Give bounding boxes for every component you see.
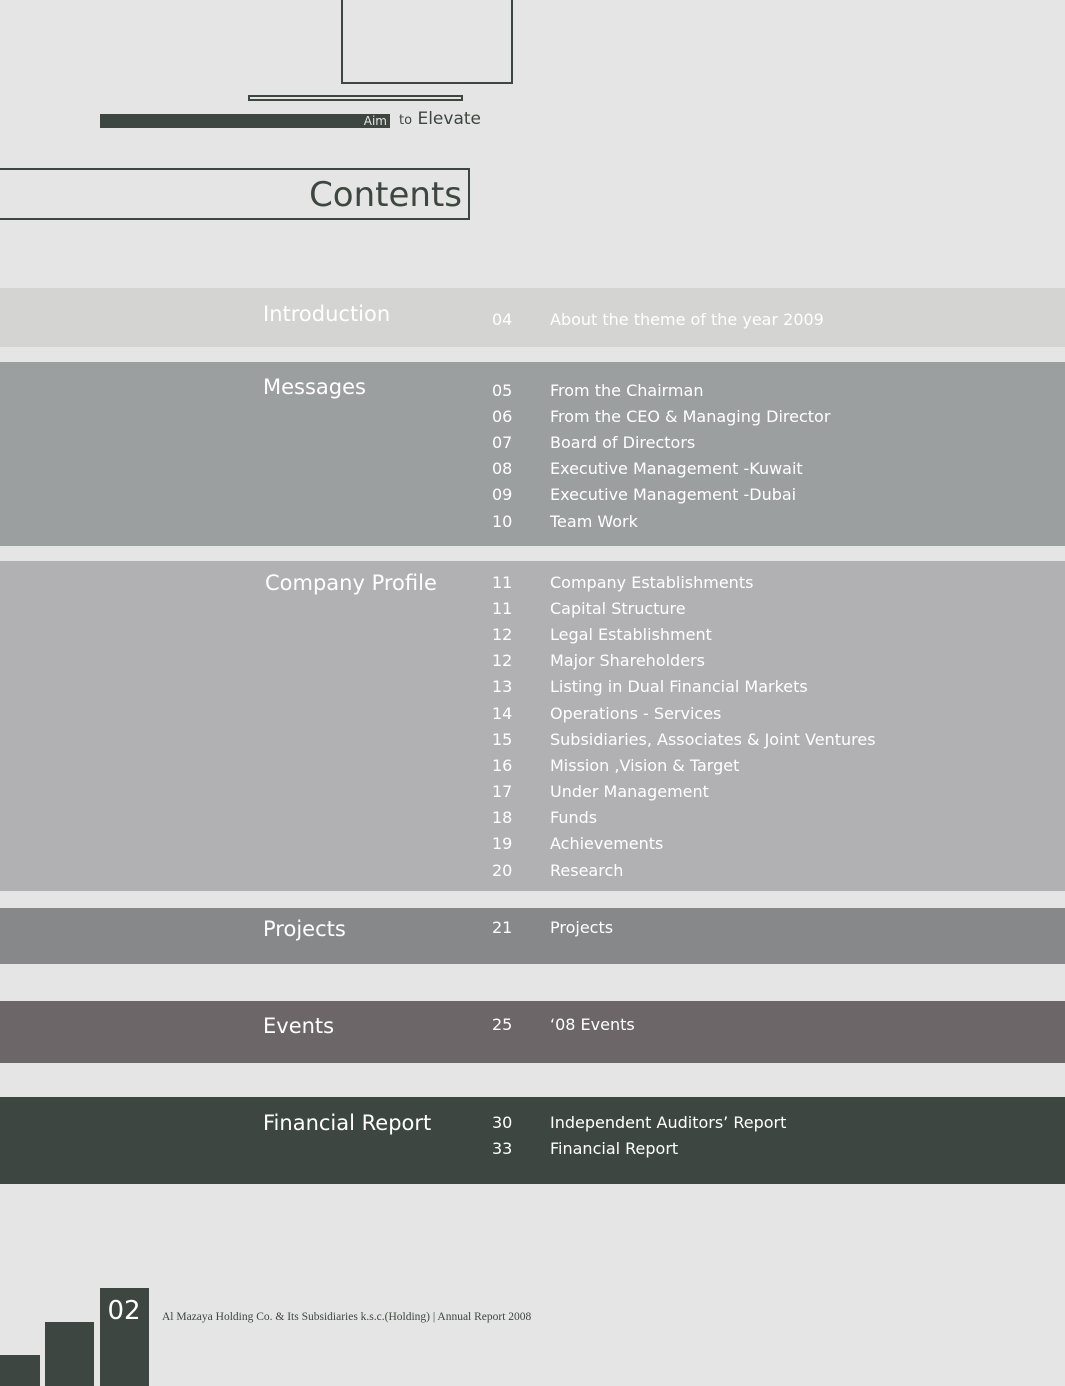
tagline-elevate: Elevate bbox=[417, 109, 481, 129]
toc-label: Achievements bbox=[550, 834, 664, 854]
header-frame bbox=[341, 0, 513, 84]
section-title: Financial Report bbox=[263, 1111, 432, 1135]
toc-item[interactable] bbox=[492, 569, 876, 595]
toc-page: 19 bbox=[492, 834, 513, 854]
toc-page: 09 bbox=[492, 485, 513, 505]
toc-item[interactable] bbox=[492, 621, 876, 647]
toc-list bbox=[492, 1109, 786, 1161]
section-introduction bbox=[0, 288, 1065, 347]
toc-label: Executive Management -Kuwait bbox=[550, 459, 803, 479]
toc-label: Major Shareholders bbox=[550, 651, 705, 671]
toc-item[interactable] bbox=[492, 857, 876, 883]
toc-page: 14 bbox=[492, 703, 513, 723]
aim-label: Aim bbox=[363, 114, 387, 128]
toc-page: 25 bbox=[492, 1014, 513, 1034]
toc-item[interactable] bbox=[492, 914, 613, 940]
header-bar bbox=[100, 114, 390, 128]
toc-label: ‘08 Events bbox=[550, 1014, 635, 1034]
section-title: Projects bbox=[263, 917, 346, 941]
page-title: Contents bbox=[309, 175, 462, 215]
toc-label: Financial Report bbox=[550, 1138, 679, 1158]
toc-page: 18 bbox=[492, 808, 513, 828]
footer-text: Al Mazaya Holding Co. & Its Subsidiaries k.s.c.(Holding) | Annual Report 2008 bbox=[162, 1311, 532, 1323]
toc-item[interactable] bbox=[492, 700, 876, 726]
toc-page: 08 bbox=[492, 459, 513, 479]
toc-list bbox=[492, 914, 613, 940]
footer-bar-1 bbox=[0, 1355, 40, 1386]
toc-label: Mission ,Vision & Target bbox=[550, 755, 740, 775]
section-messages bbox=[0, 362, 1065, 546]
toc-label: About the theme of the year 2009 bbox=[550, 309, 824, 329]
toc-list bbox=[492, 306, 824, 332]
toc-label: Company Establishments bbox=[550, 572, 754, 592]
toc-label: Under Management bbox=[550, 782, 709, 802]
section-title: Messages bbox=[263, 375, 366, 399]
toc-page: 33 bbox=[492, 1138, 513, 1158]
toc-item[interactable] bbox=[492, 1011, 635, 1037]
toc-label: Executive Management -Dubai bbox=[550, 485, 797, 505]
toc-label: Board of Directors bbox=[550, 432, 696, 452]
page-number: 02 bbox=[107, 1296, 141, 1326]
toc-label: Legal Establishment bbox=[550, 624, 712, 644]
toc-page: 16 bbox=[492, 755, 513, 775]
toc-label: Research bbox=[550, 860, 624, 880]
toc-item[interactable] bbox=[492, 1135, 786, 1161]
toc-list bbox=[492, 569, 876, 883]
header-rule bbox=[248, 95, 463, 101]
toc-page: 11 bbox=[492, 572, 513, 592]
section-financial-report bbox=[0, 1097, 1065, 1184]
toc-page: 30 bbox=[492, 1112, 513, 1132]
toc-page: 11 bbox=[492, 598, 513, 618]
toc-item[interactable] bbox=[492, 482, 830, 508]
toc-page: 10 bbox=[492, 511, 513, 531]
toc-item[interactable] bbox=[492, 429, 830, 455]
toc-item[interactable] bbox=[492, 403, 830, 429]
toc-list bbox=[492, 377, 830, 534]
toc-page: 15 bbox=[492, 729, 513, 749]
toc-page: 07 bbox=[492, 432, 513, 452]
toc-page: 21 bbox=[492, 917, 513, 937]
toc-item[interactable] bbox=[492, 674, 876, 700]
toc-label: From the Chairman bbox=[550, 380, 704, 400]
toc-item[interactable] bbox=[492, 726, 876, 752]
tagline-to: to bbox=[399, 113, 413, 128]
section-title: Company Profile bbox=[265, 571, 437, 595]
toc-item[interactable] bbox=[492, 1109, 786, 1135]
toc-item[interactable] bbox=[492, 779, 876, 805]
section-title: Events bbox=[263, 1014, 335, 1038]
section-events bbox=[0, 1001, 1065, 1063]
toc-item[interactable] bbox=[492, 456, 830, 482]
toc-label: Capital Structure bbox=[550, 598, 686, 618]
tagline bbox=[399, 109, 481, 129]
contents-title-box bbox=[0, 168, 470, 220]
toc-item[interactable] bbox=[492, 805, 876, 831]
toc-item[interactable] bbox=[492, 377, 830, 403]
toc-item[interactable] bbox=[492, 648, 876, 674]
toc-label: Listing in Dual Financial Markets bbox=[550, 677, 808, 697]
section-projects bbox=[0, 908, 1065, 964]
toc-page: 20 bbox=[492, 860, 513, 880]
toc-item[interactable] bbox=[492, 508, 830, 534]
section-title: Introduction bbox=[263, 302, 391, 326]
footer-bar-2 bbox=[45, 1322, 94, 1386]
toc-item[interactable] bbox=[492, 595, 876, 621]
toc-page: 13 bbox=[492, 677, 513, 697]
toc-label: Subsidiaries, Associates & Joint Ventures bbox=[550, 729, 876, 749]
toc-item[interactable] bbox=[492, 752, 876, 778]
toc-list bbox=[492, 1011, 635, 1037]
toc-label: Team Work bbox=[550, 511, 638, 531]
toc-page: 17 bbox=[492, 782, 513, 802]
toc-page: 05 bbox=[492, 380, 513, 400]
toc-label: Operations - Services bbox=[550, 703, 722, 723]
toc-label: From the CEO & Managing Director bbox=[550, 406, 831, 426]
toc-item[interactable] bbox=[492, 831, 876, 857]
toc-item[interactable] bbox=[492, 306, 824, 332]
toc-page: 12 bbox=[492, 624, 513, 644]
toc-page: 04 bbox=[492, 309, 513, 329]
toc-label: Funds bbox=[550, 808, 598, 828]
toc-page: 12 bbox=[492, 651, 513, 671]
toc-label: Projects bbox=[550, 917, 614, 937]
section-company-profile bbox=[0, 561, 1065, 891]
toc-page: 06 bbox=[492, 406, 513, 426]
toc-label: Independent Auditors’ Report bbox=[550, 1112, 787, 1132]
